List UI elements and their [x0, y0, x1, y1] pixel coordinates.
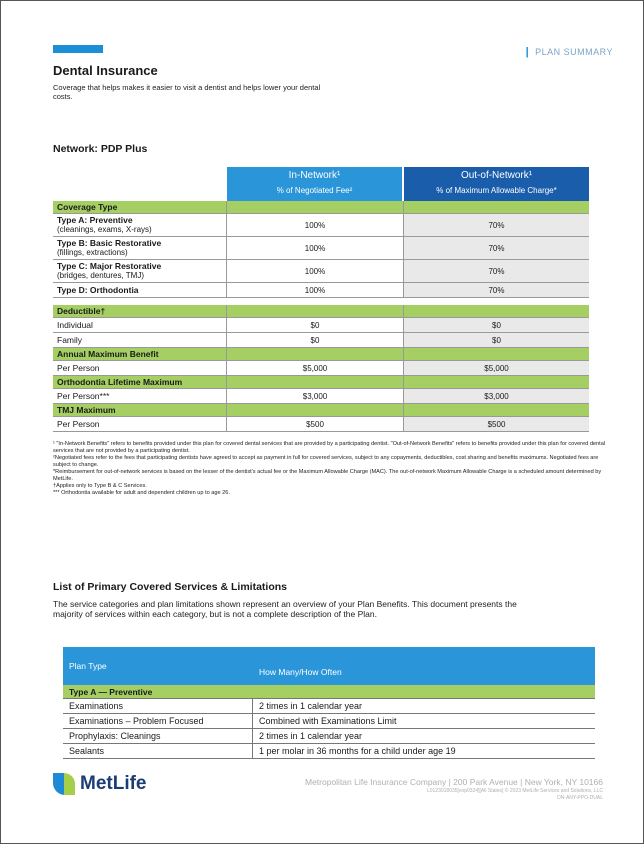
table-row: Per Person*** $3,000 $3,000 — [53, 389, 589, 404]
annual-max-section: Annual Maximum Benefit — [53, 348, 589, 361]
table-row: Sealants 1 per molar in 36 months for a child under age 19 — [63, 744, 595, 759]
table-row: Type B: Basic Restorative (fillings, extractions) 100% 70% — [53, 237, 589, 260]
network-label: Network: PDP Plus — [53, 143, 148, 155]
metlife-logo-icon — [53, 773, 75, 795]
footnote: ¹ "In-Network Benefits" refers to benefits provided under this plan for covered dental services that are provided by a participating dentist. "Out-of-Network Benefits" refers to benefits provided under this plan for covered dental services that are not provided by a participating dentist. — [53, 441, 606, 454]
tmj-max-section: TMJ Maximum — [53, 404, 589, 417]
table-row: Per Person $500 $500 — [53, 417, 589, 432]
services-description: The service categories and plan limitations shown represent an overview of your Plan Benefits. This document presents the majority of services within each category, but is not a complete description of the Plan. — [53, 599, 517, 619]
out-network-header: Out-of-Network¹ % of Maximum Allowable Charge* — [404, 167, 589, 201]
coverage-type-section: Coverage Type — [53, 201, 589, 214]
services-title: List of Primary Covered Services & Limitations — [53, 581, 287, 593]
in-network-header: In-Network¹ % of Negotiated Fee² — [227, 167, 402, 201]
services-table — [63, 647, 595, 759]
footnote: ²Negotiated fees refer to the fees that participating dentists have agreed to accept as payment in full for covered services, subject to any copayments, deductibles, cost sharing and benefits maximums. Negotiated fees are subject to change. — [53, 455, 599, 468]
footnote: *Reimbursement for out-of-network services is based on the lesser of the dentist's actual fee or the Maximum Allowable Charge (MAC). The out-of-network Maximum Allowable Charge is a scheduled amount determined by MetLife. — [53, 469, 602, 482]
table-row: Type C: Major Restorative (bridges, dentures, TMJ) 100% 70% — [53, 260, 589, 283]
deductible-section: Deductible† — [53, 305, 589, 318]
footer-address: Metropolitan Life Insurance Company | 200 Park Avenue | New York, NY 10166 L0123018035[exp0324][All States] © 2023 MetLife Services and Solutions, LLC DN-ANY-PPO-DUAL — [304, 777, 603, 801]
plan-summary-tag: | PLAN SUMMARY — [525, 46, 613, 58]
table-row: Examinations – Problem Focused Combined with Examinations Limit — [63, 714, 595, 729]
table-row: Examinations 2 times in 1 calendar year — [63, 699, 595, 714]
coverage-table — [53, 167, 589, 298]
accent-bar — [53, 45, 103, 53]
footnote: †Applies only to Type B & C Services. — [53, 483, 147, 489]
footnote: *** Orthodontia available for adult and dependent children up to age 26. — [53, 490, 230, 496]
table-row: Per Person $5,000 $5,000 — [53, 361, 589, 376]
brand-name: MetLife — [80, 773, 147, 794]
table-row: Family $0 $0 — [53, 333, 589, 348]
page-title: Dental Insurance — [53, 63, 158, 78]
page-subtitle: Coverage that helps makes it easier to visit a dentist and helps lower your dental costs. — [53, 83, 321, 101]
deductible-table — [53, 305, 589, 432]
footnotes — [53, 441, 613, 497]
services-group-label: Type A — Preventive — [63, 685, 595, 699]
coverage-table-header — [53, 167, 589, 201]
services-table-header: Plan Type How Many/How Often — [63, 647, 595, 685]
table-row: Type D: Orthodontia 100% 70% — [53, 283, 589, 298]
table-row: Prophylaxis: Cleanings 2 times in 1 calendar year — [63, 729, 595, 744]
table-row: Individual $0 $0 — [53, 318, 589, 333]
table-row: Type A: Preventive (cleanings, exams, X-rays) 100% 70% — [53, 214, 589, 237]
metlife-logo — [53, 773, 147, 795]
ortho-max-section: Orthodontia Lifetime Maximum — [53, 376, 589, 389]
